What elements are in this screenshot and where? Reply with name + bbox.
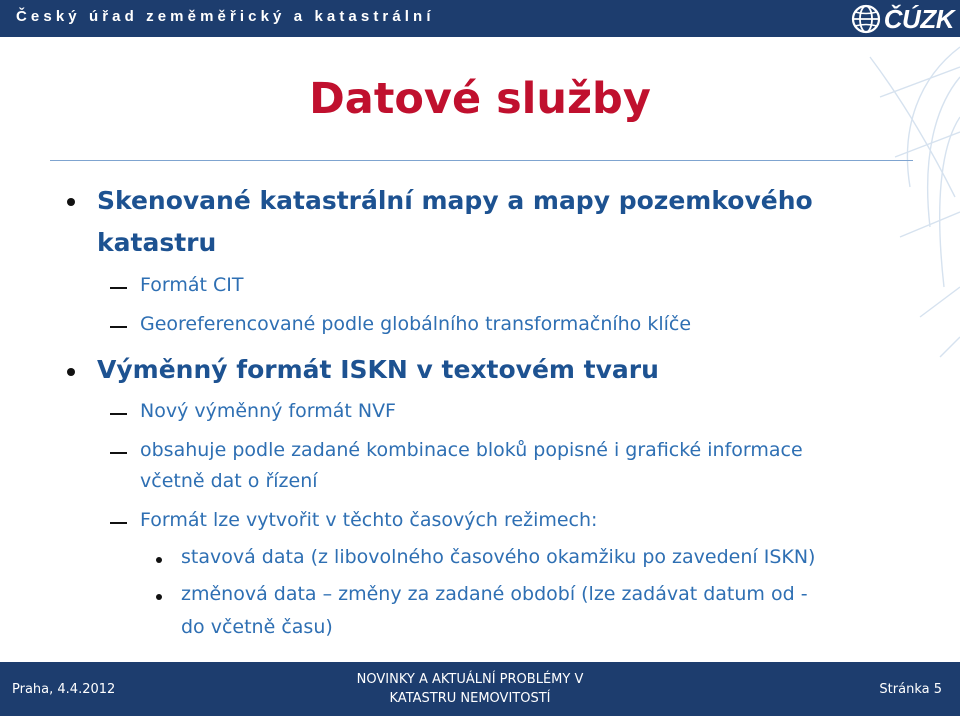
- dash-icon: [110, 326, 127, 328]
- bullet-icon: [156, 557, 162, 563]
- bullet-text-level2: Nový výměnný formát NVF: [140, 400, 396, 422]
- bullet-text-level3: změnová data – změny za zadané období (lze zadávat datum od -: [181, 583, 808, 605]
- bullet-icon: [67, 198, 75, 206]
- bullet-text-level2: Georeferencované podle globálního transformačního klíče: [140, 313, 692, 335]
- footer-event-line1: NOVINKY A AKTUÁLNÍ PROBLÉMY V: [356, 672, 584, 687]
- logo-text: ČÚZK: [883, 3, 954, 34]
- bullet-text-level3: do včetně času): [181, 616, 333, 638]
- dash-icon: [110, 452, 127, 454]
- bullet-text-level3: stavová data (z libovolného časového okamžiku po zavedení ISKN): [181, 546, 816, 568]
- dash-icon: [110, 413, 127, 415]
- bullet-text-level2: obsahuje podle zadané kombinace bloků popisné i grafické informace: [140, 439, 803, 461]
- organization-name: Český úřad zeměměřický a katastrální: [16, 8, 435, 25]
- bullet-text-level1: katastru: [97, 228, 217, 257]
- bullet-icon: [67, 368, 75, 376]
- footer-date: Praha, 4.4.2012: [12, 682, 116, 697]
- slide-title: Datové služby: [309, 74, 651, 124]
- bullet-text-level2: včetně dat o řízení: [140, 470, 318, 492]
- dash-icon: [110, 287, 127, 289]
- bullet-text-level2: Formát CIT: [140, 274, 244, 296]
- bullet-icon: [156, 594, 162, 600]
- footer-bar: [0, 662, 960, 716]
- page-number: Stránka 5: [879, 682, 942, 697]
- dash-icon: [110, 522, 127, 524]
- footer-event-title: [310, 670, 630, 708]
- bullet-text-level2: Formát lze vytvořit v těchto časových režimech:: [140, 509, 598, 531]
- footer-event-line2: KATASTRU NEMOVITOSTÍ: [389, 691, 551, 706]
- bullet-text-level1: Skenované katastrální mapy a mapy pozemkového: [97, 186, 813, 215]
- bullet-text-level1: Výměnný formát ISKN v textovém tvaru: [97, 355, 659, 384]
